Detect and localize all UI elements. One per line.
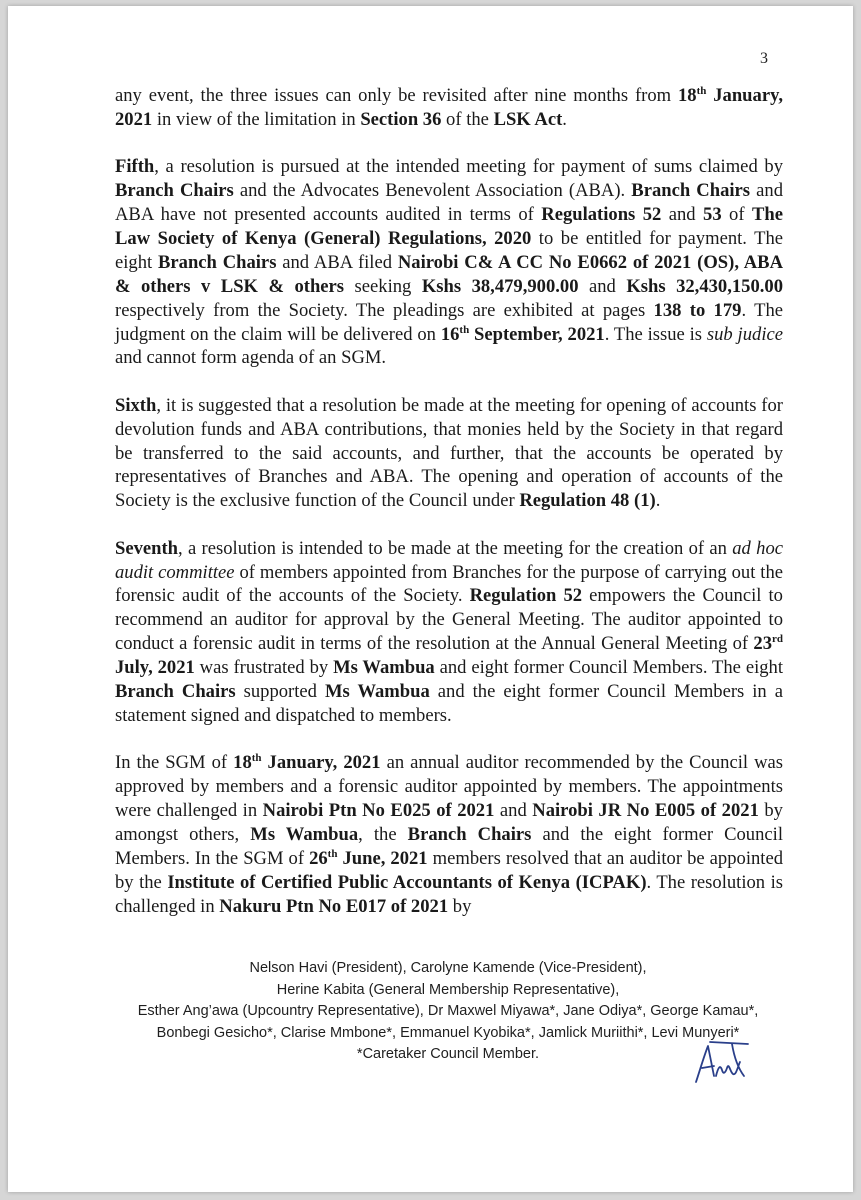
paragraph-sixth: Sixth, it is suggested that a resolution be made at the meeting for opening of accounts for devolution funds and ABA contributions, that monies held by the Society in that regard be transferred to the said accounts, and further, that the accounts be operated by representatives of Branches and ABA. The opening and operation of accounts of the Society is the exclusive function of the Council under Regulation 48 (1). <box>115 394 783 512</box>
footer-line: Bonbegi Gesicho*, Clarise Mmbone*, Emmanuel Kyobika*, Jamlick Muriithi*, Levi Munyeri* <box>156 1024 740 1041</box>
document-page <box>8 6 853 1192</box>
letter-body <box>115 84 783 942</box>
paragraph-fifth: Fifth, a resolution is pursued at the intended meeting for payment of sums claimed by Branch Chairs and the Advocates Benevolent Association (ABA). Branch Chairs and ABA have not presented accounts audited in terms of Regulations 52 and 53 of The Law Society of Kenya (General) Regulations, 2020 to be entitled for payment. The eight Branch Chairs and ABA filed Nairobi C& A CC No E0662 of 2021 (OS), ABA & others v LSK & others seeking Kshs 38,479,900.00 and Kshs 32,430,150.00 respectively from the Society. The pleadings are exhibited at pages 138 to 179. The judgment on the claim will be delivered on 16th September, 2021. The issue is sub judice and cannot form agenda of an SGM. <box>115 156 784 369</box>
paragraph-sgm: In the SGM of 18th January, 2021 an annual auditor recommended by the Council was approved by members and a forensic auditor appointed by members. The appointments were challenged in Nairobi Ptn No E025 of 2021 and Nairobi JR No E005 of 2021 by amongst others, Ms Wambua, the Branch Chairs and the eight former Council Members. In the SGM of 26th June, 2021 members resolved that an auditor be appointed by the Institute of Certified Public Accountants of Kenya (ICPAK). The resolution is challenged in Nakuru Ptn No E017 of 2021 by <box>115 752 784 917</box>
footer-line: Herine Kabita (General Membership Representative), <box>276 981 620 998</box>
signature-icon <box>692 1032 752 1088</box>
paragraph-seventh: Seventh, a resolution is intended to be made at the meeting for the creation of an ad hoc audit committee of members appointed from Branches for the purpose of carrying out the forensic audit of the accounts of the Society. Regulation 52 empowers the Council to recommend an auditor for approval by the General Meeting. The auditor appointed to conduct a forensic audit in terms of the resolution at the Annual General Meeting of 23rd July, 2021 was frustrated by Ms Wambua and eight former Council Members. The eight Branch Chairs supported Ms Wambua and the eight former Council Members in a statement signed and dispatched to members. <box>115 537 783 727</box>
footer-line: Esther Ang’awa (Upcountry Representative), Dr Maxwel Miyawa*, Jane Odiya*, George Kamau*, <box>137 1003 759 1019</box>
paragraph-continuation: any event, the three issues can only be revisited after nine months from 18th January, 2021 in view of the limitation in Section 36 of the LSK Act. <box>115 85 783 130</box>
footer-line: *Caretaker Council Member. <box>356 1046 540 1062</box>
footer-line: Nelson Havi (President), Carolyne Kamende (Vice-President), <box>249 960 647 976</box>
council-members-footer <box>128 958 768 1066</box>
page-number: 3 <box>760 50 768 67</box>
